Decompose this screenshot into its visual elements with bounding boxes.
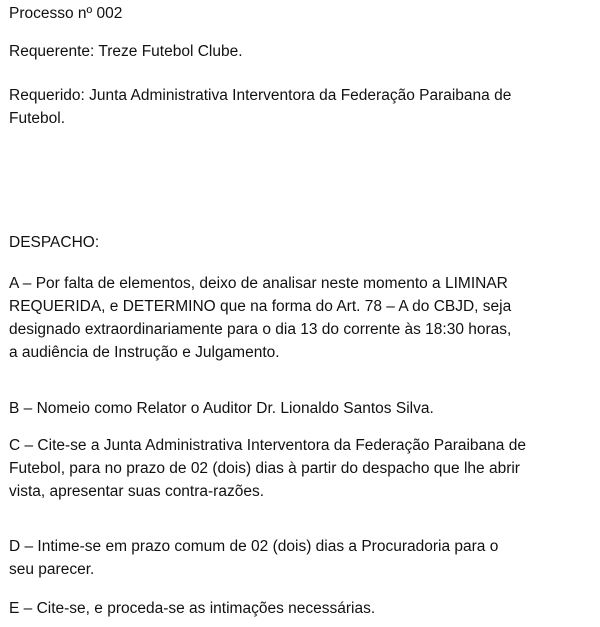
processo-number: Processo nº 002 [9,5,123,22]
item-c-line: vista, apresentar suas contra-razões. [9,483,265,500]
despacho-item-c [9,434,597,503]
despacho-item-b: B – Nomeio como Relator o Auditor Dr. Lionaldo Santos Silva. [9,400,434,417]
item-a-line: A – Por falta de elementos, deixo de analisar neste momento a LIMINAR [9,275,508,292]
requerido-block [9,84,597,130]
item-a-line: designado extraordinariamente para o dia 13 do corrente às 18:30 horas, [9,321,512,338]
requerente-line: Requerente: Treze Futebol Clube. [9,43,243,60]
item-a-line: a audiência de Instrução e Julgamento. [9,344,280,361]
requerido-line-2: Futebol. [9,110,66,127]
item-d-line: seu parecer. [9,561,95,578]
item-c-line: C – Cite-se a Junta Administrativa Interventora da Federação Paraibana de [9,437,526,454]
despacho-item-a [9,272,597,364]
despacho-title: DESPACHO: [9,234,100,251]
despacho-item-e: E – Cite-se, e proceda-se as intimações necessárias. [9,600,376,617]
item-d-line: D – Intime-se em prazo comum de 02 (dois) dias a Procuradoria para o [9,538,499,555]
requerido-line-1: Requerido: Junta Administrativa Interventora da Federação Paraibana de [9,87,512,104]
item-a-line: REQUERIDA, e DETERMINO que na forma do Art. 78 – A do CBJD, seja [9,298,512,315]
despacho-item-d [9,535,597,581]
item-c-line: Futebol, para no prazo de 02 (dois) dias à partir do despacho que lhe abrir [9,460,520,477]
